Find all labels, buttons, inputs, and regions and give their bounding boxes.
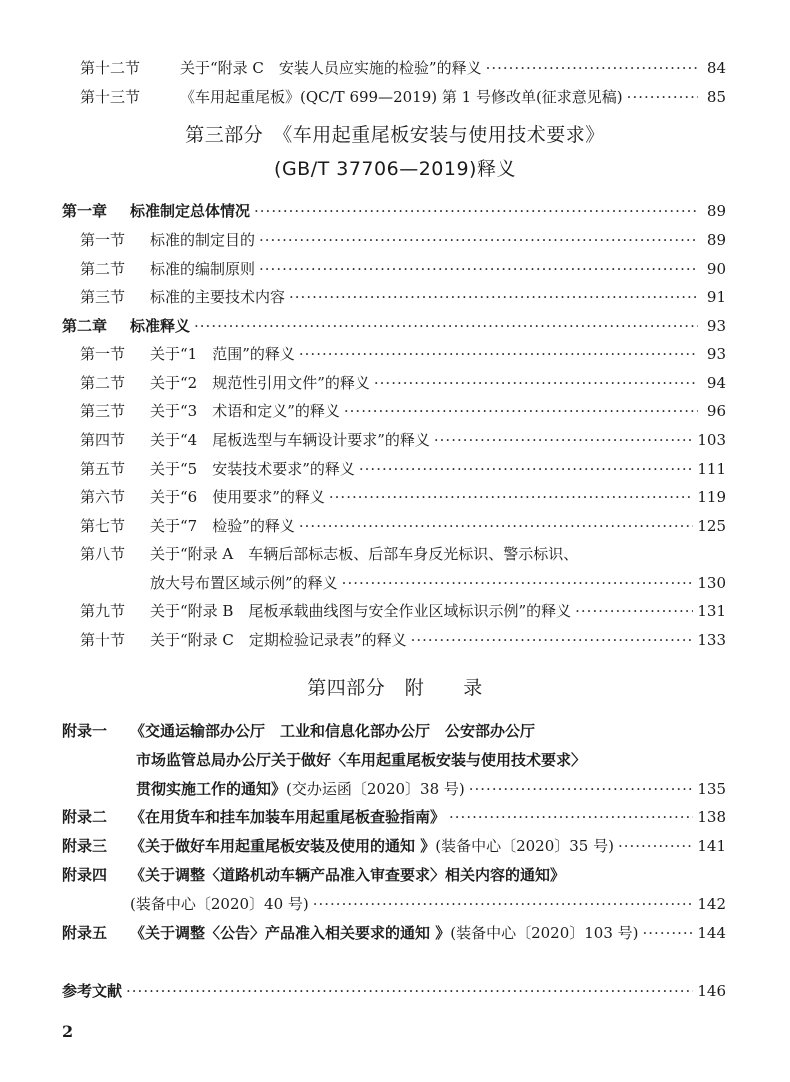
toc-entry-ch1-sec2 bbox=[80, 256, 726, 282]
appendix-title-line2: 市场监管总局办公厅关于做好〈车用起重尾板安装与使用技术要求〉 bbox=[136, 751, 587, 769]
appendix-title-line1: 《交通运输部办公厅 工业和信息化部办公厅 公安部办公厅 bbox=[130, 722, 536, 740]
dot-leader bbox=[126, 978, 693, 1004]
toc-entry-appendix-4-line1 bbox=[62, 862, 565, 888]
appendix-title: 《在用货车和挂车加装车用起重尾板查验指南》 bbox=[130, 808, 446, 826]
dot-leader bbox=[194, 313, 698, 339]
page-ref: 131 bbox=[697, 602, 726, 620]
appendix-label: 附录四 bbox=[62, 866, 108, 884]
section-label: 第九节 bbox=[80, 602, 126, 620]
toc-entry-ch2-sec6 bbox=[80, 484, 726, 510]
page-ref: 146 bbox=[697, 982, 726, 1000]
section-label: 第一节 bbox=[80, 345, 126, 363]
page-ref: 119 bbox=[697, 488, 726, 506]
toc-entry-section-12 bbox=[80, 55, 726, 81]
section-label: 第二节 bbox=[80, 260, 126, 278]
toc-entry-ch1-sec1 bbox=[80, 227, 726, 253]
toc-entry-appendix-3 bbox=[62, 833, 726, 859]
page-ref: 144 bbox=[697, 924, 726, 942]
toc-entry-ch2-sec8-line1 bbox=[80, 541, 578, 567]
toc-entry-section-13 bbox=[80, 84, 726, 110]
section-title: 关于“附录 C 定期检验记录表”的释义 bbox=[150, 631, 407, 649]
toc-entry-appendix-5 bbox=[62, 920, 726, 946]
toc-entry-ch2-sec3 bbox=[80, 398, 726, 424]
toc-entry-appendix-4-line2 bbox=[130, 891, 726, 917]
section-label: 第一节 bbox=[80, 231, 126, 249]
dot-leader bbox=[627, 84, 698, 110]
toc-entry-chapter-2 bbox=[62, 313, 726, 339]
page-ref: 141 bbox=[697, 837, 726, 855]
toc-entry-ch1-sec3 bbox=[80, 284, 726, 310]
page-ref: 142 bbox=[697, 895, 726, 913]
page-ref: 133 bbox=[697, 631, 726, 649]
section-title: 关于“4 尾板选型与车辆设计要求”的释义 bbox=[150, 431, 430, 449]
dot-leader bbox=[259, 256, 698, 282]
section-label: 第四节 bbox=[80, 431, 126, 449]
section-label: 第二节 bbox=[80, 374, 126, 392]
toc-entry-ch2-sec7 bbox=[80, 513, 726, 539]
appendix-title-line3: 贯彻实施工作的通知》 bbox=[136, 780, 287, 798]
toc-entry-appendix-1-line1 bbox=[62, 718, 535, 744]
appendix-title-line1: 《关于调整〈道路机动车辆产品准入审查要求〉相关内容的通知》 bbox=[130, 866, 566, 884]
toc-entry-ch2-sec8-line2 bbox=[150, 570, 726, 596]
toc-entry-ch2-sec4 bbox=[80, 427, 726, 453]
page-ref: 130 bbox=[697, 574, 726, 592]
section-label: 第六节 bbox=[80, 488, 126, 506]
dot-leader bbox=[329, 484, 693, 510]
section-label: 第十节 bbox=[80, 631, 126, 649]
section-label: 第八节 bbox=[80, 545, 126, 563]
dot-leader bbox=[486, 55, 698, 81]
page-ref: 91 bbox=[706, 288, 726, 306]
page-ref: 111 bbox=[697, 460, 726, 478]
page-number: 2 bbox=[62, 1022, 74, 1041]
dot-leader bbox=[342, 570, 694, 596]
section-title: 关于“7 检验”的释义 bbox=[150, 517, 295, 535]
chapter-label: 第一章 bbox=[62, 202, 108, 220]
section-label: 第三节 bbox=[80, 402, 126, 420]
page-ref: 94 bbox=[706, 374, 726, 392]
section-label: 第五节 bbox=[80, 460, 126, 478]
toc-entry-ch2-sec1 bbox=[80, 341, 726, 367]
dot-leader bbox=[344, 398, 698, 424]
page-ref: 93 bbox=[706, 345, 726, 363]
section-title: 标准的主要技术内容 bbox=[150, 288, 286, 306]
dot-leader bbox=[299, 341, 698, 367]
appendix-doc-number: (装备中心〔2020〕35 号) bbox=[435, 837, 614, 855]
part3-title-line1: 第三部分 《车用起重尾板安装与使用技术要求》 bbox=[185, 124, 605, 146]
dot-leader bbox=[313, 891, 694, 917]
appendix-label: 附录二 bbox=[62, 808, 108, 826]
dot-leader bbox=[299, 513, 693, 539]
section-title-line1: 关于“附录 A 车辆后部标志板、后部车身反光标识、警示标识、 bbox=[150, 545, 579, 563]
page-ref: 90 bbox=[706, 260, 726, 278]
dot-leader bbox=[259, 227, 698, 253]
dot-leader bbox=[449, 804, 693, 830]
dot-leader bbox=[434, 427, 693, 453]
toc-entry-references bbox=[62, 978, 726, 1004]
section-title: 《车用起重尾板》(QC/T 699—2019) 第 1 号修改单(征求意见稿) bbox=[180, 88, 623, 106]
appendix-label: 附录一 bbox=[62, 722, 108, 740]
section-label: 第十三节 bbox=[80, 88, 141, 106]
section-title: 标准的编制原则 bbox=[150, 260, 256, 278]
dot-leader bbox=[618, 833, 693, 859]
section-title: 关于“2 规范性引用文件”的释义 bbox=[150, 374, 370, 392]
dot-leader bbox=[254, 198, 698, 224]
appendix-label: 附录三 bbox=[62, 837, 108, 855]
dot-leader bbox=[643, 920, 694, 946]
appendix-doc-number: (交办运函〔2020〕38 号) bbox=[286, 780, 465, 798]
part3-title-line2: (GB/T 37706—2019)释义 bbox=[274, 158, 516, 180]
section-title: 关于“附录 B 尾板承载曲线图与安全作业区域标识示例”的释义 bbox=[150, 602, 572, 620]
dot-leader bbox=[411, 627, 694, 653]
toc-entry-ch2-sec5 bbox=[80, 456, 726, 482]
page-ref: 125 bbox=[697, 517, 726, 535]
section-label: 第三节 bbox=[80, 288, 126, 306]
page-ref: 89 bbox=[706, 202, 726, 220]
toc-entry-appendix-1-line2 bbox=[136, 747, 586, 773]
toc-entry-chapter-1 bbox=[62, 198, 726, 224]
toc-entry-ch2-sec9 bbox=[80, 598, 726, 624]
page-ref: 138 bbox=[697, 808, 726, 826]
chapter-title: 标准释义 bbox=[130, 317, 191, 335]
section-title: 关于“附录 C 安装人员应实施的检验”的释义 bbox=[180, 59, 482, 77]
appendix-doc-number: (装备中心〔2020〕40 号) bbox=[130, 895, 309, 913]
section-label: 第十二节 bbox=[80, 59, 141, 77]
section-title: 关于“1 范围”的释义 bbox=[150, 345, 295, 363]
chapter-label: 第二章 bbox=[62, 317, 108, 335]
dot-leader bbox=[469, 776, 694, 802]
section-title-line2: 放大号布置区域示例”的释义 bbox=[150, 574, 338, 592]
section-title: 关于“3 术语和定义”的释义 bbox=[150, 402, 340, 420]
appendix-title: 《关于做好车用起重尾板安装及使用的通知 》 bbox=[130, 837, 436, 855]
section-label: 第七节 bbox=[80, 517, 126, 535]
toc-entry-ch2-sec2 bbox=[80, 370, 726, 396]
section-title: 标准的制定目的 bbox=[150, 231, 256, 249]
page-ref: 93 bbox=[706, 317, 726, 335]
appendix-doc-number: (装备中心〔2020〕103 号) bbox=[450, 924, 639, 942]
dot-leader bbox=[289, 284, 698, 310]
toc-entry-appendix-1-line3 bbox=[136, 776, 726, 802]
dot-leader bbox=[575, 598, 693, 624]
toc-entry-ch2-sec10 bbox=[80, 627, 726, 653]
page-ref: 89 bbox=[706, 231, 726, 249]
section-title: 关于“5 安装技术要求”的释义 bbox=[150, 460, 355, 478]
page-ref: 96 bbox=[706, 402, 726, 420]
page-ref: 103 bbox=[697, 431, 726, 449]
dot-leader bbox=[359, 456, 693, 482]
chapter-title: 标准制定总体情况 bbox=[130, 202, 251, 220]
appendix-title: 《关于调整〈公告〉产品准入相关要求的通知 》 bbox=[130, 924, 451, 942]
part4-title: 第四部分 附 录 bbox=[307, 677, 483, 699]
page-ref: 135 bbox=[697, 780, 726, 798]
appendix-label: 附录五 bbox=[62, 924, 108, 942]
page-ref: 84 bbox=[706, 59, 726, 77]
section-title: 关于“6 使用要求”的释义 bbox=[150, 488, 325, 506]
page-ref: 85 bbox=[706, 88, 726, 106]
dot-leader bbox=[374, 370, 698, 396]
references-title: 参考文献 bbox=[62, 982, 123, 1000]
toc-entry-appendix-2 bbox=[62, 804, 726, 830]
